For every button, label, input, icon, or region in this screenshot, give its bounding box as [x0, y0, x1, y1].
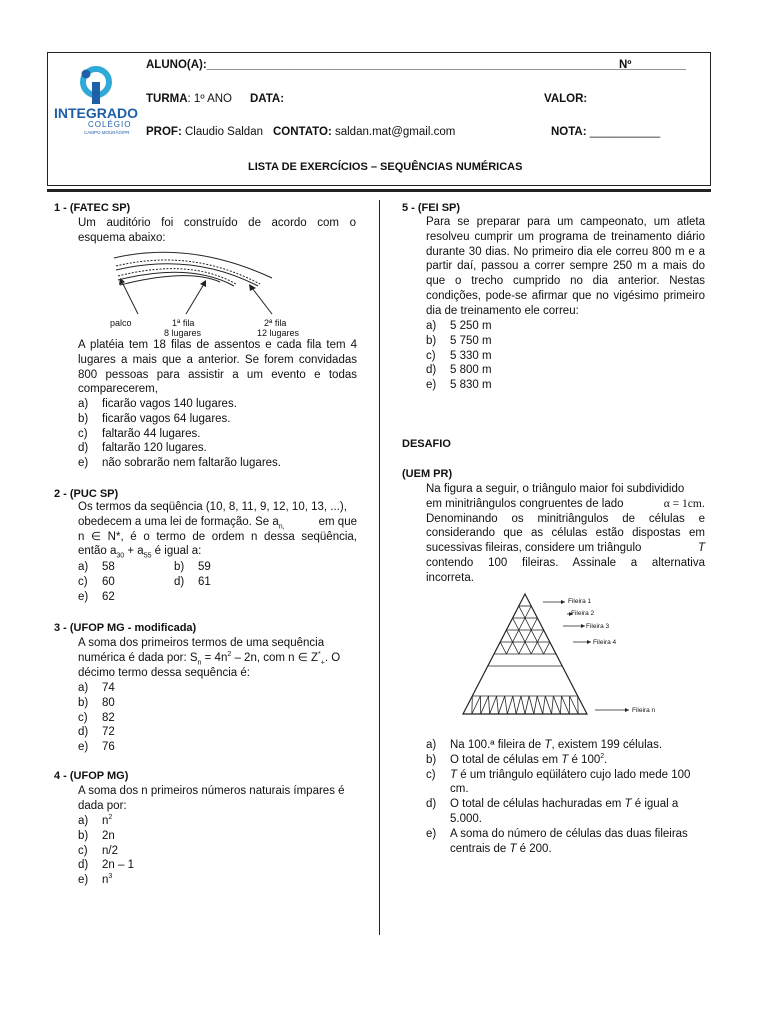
desafio-body [426, 482, 705, 586]
q2-line: n ∈ N*, é o termo de ordem n dessa seqüência, [78, 530, 357, 543]
nota-blank: ___________ [589, 126, 661, 138]
q1-intro-1: Um auditório foi construído de acordo com o [78, 217, 356, 229]
header-rule [47, 189, 711, 192]
list-title: LISTA DE EXERCÍCIOS – SEQUÊNCIAS NUMÉRICAS [248, 161, 523, 173]
contato-label: CONTATO: [273, 126, 332, 138]
logo-sub: COLÉGIO [88, 120, 132, 129]
triangle-line [537, 630, 543, 642]
option: a) $n^2$ [78, 814, 113, 827]
triangle-line [543, 696, 546, 714]
q4-line: A soma dos n primeiros números naturais ímpares é [78, 785, 345, 797]
logo-city: CAMPO MOURÃO/PR [84, 130, 130, 135]
fig-lugares1: 8 lugares [164, 328, 202, 338]
triangle-line [525, 618, 531, 630]
option: a) 5 250 m [426, 320, 492, 332]
triangle-line [545, 696, 551, 714]
contato-line [273, 126, 455, 138]
triangle-line [506, 642, 512, 654]
fileira-1-label: Fileira 1 [568, 598, 592, 605]
triangle-line [544, 642, 550, 654]
arrow-icon [587, 640, 591, 644]
triangle-line [497, 696, 499, 714]
turma-value: : 1º ANO [187, 93, 232, 105]
triangle-line [531, 618, 537, 630]
triangle-line [500, 642, 506, 654]
arrow-icon [625, 708, 629, 712]
desafio-line: contendo 100 fileiras. Assinale a alternativa [426, 556, 705, 569]
triangle-line [570, 696, 579, 714]
desafio-title: DESAFIO [402, 438, 451, 450]
triangle-diagram-icon [455, 584, 660, 724]
triangle-line [513, 642, 519, 654]
q1-text: A platéia tem 18 filas de assentos e cada fila tem 4 lugares a mais que a anterior. Se forem convidadas 800 pessoas para assistir a um evento e todas comparecerem, [78, 339, 357, 396]
triangle-line [525, 630, 531, 642]
nota-label: NOTA: [551, 126, 587, 138]
q5-title: 5 - (FEI SP) [402, 202, 461, 214]
triangle-line [507, 696, 513, 714]
fig-palco: palco [110, 318, 132, 328]
column-divider [379, 200, 380, 935]
fileira-n-label: Fileira n [632, 707, 656, 714]
q5-options [426, 319, 492, 393]
fileira-4-label: Fileira 4 [593, 639, 617, 646]
q3-line: décimo termo dessa sequência é: [78, 666, 250, 679]
turma-label: TURMA [146, 93, 188, 105]
q1-title: 1 - (FATEC SP) [54, 202, 131, 214]
fig-fila2: 2ª fila [264, 318, 287, 328]
prof-value: Claudio Saldan [184, 126, 263, 138]
triangle-line [498, 696, 504, 714]
desafio-source: (UEM PR) [402, 468, 453, 480]
option: b) O total de células em T é $100^2$. [426, 752, 608, 766]
triangle-line [516, 696, 521, 714]
option: e) 62 [78, 590, 115, 603]
desafio-line: em minitriângulos congruentes de lado α = 1cm. [426, 497, 705, 510]
option: d) 61 [174, 575, 211, 588]
triangle-line [529, 696, 534, 714]
triangle-line [519, 642, 525, 654]
option: a) 74 [78, 682, 115, 694]
q3-options [78, 681, 115, 755]
option: c) T é um triângulo eqüilátero cujo lado mede 100 [426, 768, 691, 781]
triangle-line [531, 630, 537, 642]
option: e) A soma do número de células das duas fileiras [426, 827, 688, 840]
option: d) 72 [78, 726, 115, 739]
option: c) 60 [78, 575, 115, 588]
option: c) n/2 [78, 844, 118, 857]
option: d) O total de células hachuradas em T é igual a [426, 798, 679, 811]
desafio-options: a) Na 100.ª fileira de T, existem 199 células. b) O total de células em T é $100^2$. c) T é um triângulo eqüilátero cujo lado mede 100 cm. d) O total de células hachuradas em T é igual a 5.000. e) A soma do número de células das duas fileiras centrais de T é 200. [426, 738, 706, 856]
q2-line: Os termos da seqüência (10, 8, 11, 9, 12, 10, 13, ...), [78, 501, 347, 513]
triangle-line [552, 696, 554, 714]
valor-label: VALOR: [544, 93, 588, 105]
fig-fila1: 1ª fila [172, 318, 195, 328]
q3-line: A soma dos primeiros termos de uma sequência [78, 637, 325, 649]
q4-title: 4 - (UFOP MG) [54, 770, 129, 782]
option: e) 76 [78, 741, 115, 754]
option: a) 58 [78, 561, 115, 573]
triangle-line [490, 696, 497, 714]
option: b) ficarão vagos 64 lugares. [78, 412, 231, 425]
turma-line [146, 93, 232, 105]
triangle-line [472, 696, 481, 714]
option: c) 82 [78, 711, 115, 724]
triangle-line [519, 618, 525, 630]
fig-lugares2: 12 lugares [257, 328, 300, 338]
option: b) 59 [174, 561, 211, 573]
contato-value: saldan.mat@gmail.com [334, 126, 456, 138]
q4-line: dada por: [78, 799, 127, 812]
option: b) 5 750 m [426, 334, 492, 347]
triangle-line [506, 630, 512, 642]
triangle-line [537, 642, 543, 654]
q3-line: numérica é dada por: $S_n = 4n^2 - 2n$, com n ∈ $Z^*_+$. O [78, 650, 341, 667]
desafio-line: Denominando os minitriângulos de células e [426, 512, 705, 525]
option: b) 80 [78, 696, 115, 709]
q2-line: então $a_{30} + a_{55}$ é igual a: [78, 545, 202, 560]
q2-options [78, 560, 278, 604]
triangle-line [537, 696, 543, 714]
desafio-line: incorreta. [426, 571, 474, 584]
triangle-line [513, 696, 516, 714]
q4-options [78, 814, 134, 888]
data-label: DATA: [250, 93, 285, 105]
option: a) ficarão vagos 140 lugares. [78, 398, 237, 410]
triangle-line [531, 642, 537, 654]
desafio-line: sucessivas fileiras, considere um triângulo T [426, 542, 705, 555]
q4-body [78, 784, 357, 814]
q3-title: 3 - (UFOP MG - modificada) [54, 622, 197, 634]
option: a) Na 100.ª fileira de T, existem 199 células. [426, 739, 663, 751]
prof-line [146, 126, 263, 138]
q2-body [78, 500, 357, 559]
logo-name: INTEGRADO [54, 105, 138, 121]
triangle-figure [455, 584, 660, 724]
fileira-2-label: Fileira 2 [571, 610, 595, 617]
triangle-line [534, 696, 537, 714]
option: e) $n^3$ [78, 873, 113, 887]
triangle-line [525, 606, 531, 618]
option: c) 5 330 m [426, 349, 492, 362]
triangle-line [519, 606, 525, 618]
triangle-line [519, 630, 525, 642]
triangle-line [561, 696, 569, 714]
aluno-label: ALUNO(A):___________________________________________________________________ [146, 59, 636, 71]
option: e) não sobrarão nem faltarão lugares. [78, 457, 281, 470]
option: e) 5 830 m [426, 379, 492, 392]
desafio-line: Na figura a seguir, o triângulo maior foi subdividido [426, 483, 685, 495]
q1-options [78, 397, 281, 471]
option: d) faltarão 120 lugares. [78, 442, 207, 455]
q5-text: Para se preparar para um campeonato, um atleta resolveu cumprir um programa de treinamento diário durante 30 dias. No primeiro dia ele correu 800 m e a partir daí, passou a correr sempre 250 m a mais do que o trecho cumprido no dia anterior. Nestas condições, pode-se afirmar que no vigésimo primeiro dia de treinamento ele correu: [426, 216, 705, 317]
option: d) 2n – 1 [78, 859, 134, 872]
triangle-line [513, 630, 519, 642]
desafio-line: considerando que as células estão dispostas em [426, 527, 705, 540]
nota-line [551, 126, 660, 138]
q3-body [78, 636, 357, 680]
triangle-line [505, 696, 508, 714]
fileira-3-label: Fileira 3 [586, 623, 610, 630]
triangle-line [560, 696, 561, 714]
q2-line: obedecem a uma lei de formação. Se $a_{n,}$ em que [78, 515, 357, 531]
option: b) 2n [78, 829, 115, 842]
triangle-line [525, 642, 531, 654]
option: d) 5 800 m [426, 364, 492, 377]
q1-intro-2: esquema abaixo: [78, 232, 166, 244]
triangle-line [481, 696, 489, 714]
triangle-line [489, 696, 490, 714]
arrow-icon [581, 624, 585, 628]
triangle-line [553, 696, 560, 714]
arrow-icon [561, 600, 565, 604]
triangle-line [521, 696, 525, 714]
prof-label: PROF: [146, 126, 182, 138]
numero-label: Nº ________ [619, 59, 686, 71]
triangle-line [525, 696, 529, 714]
q2-title: 2 - (PUC SP) [54, 488, 119, 500]
triangle-line [513, 618, 519, 630]
option: c) faltarão 44 lugares. [78, 427, 201, 440]
